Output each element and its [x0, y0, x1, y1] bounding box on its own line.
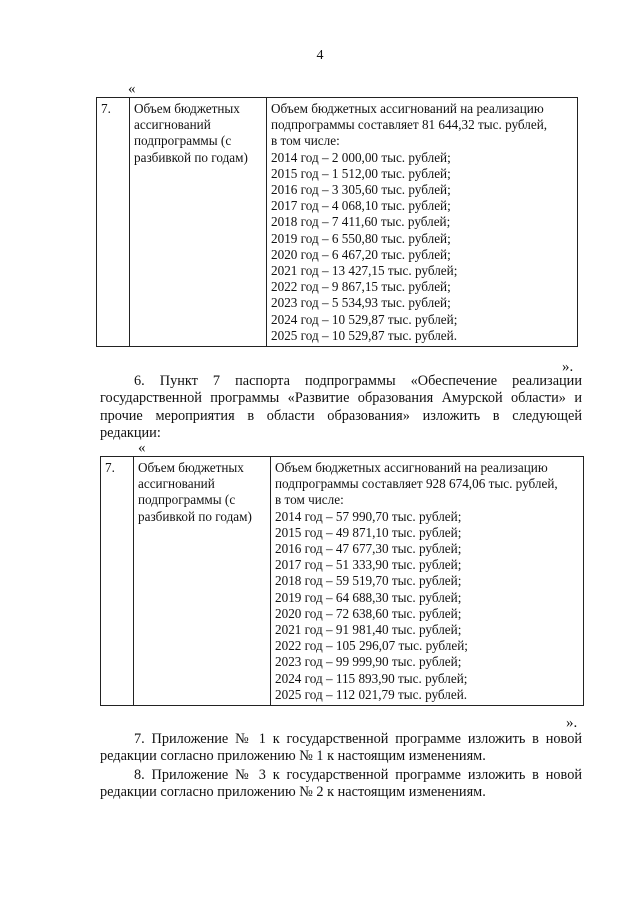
label-line: ассигнований [134, 117, 211, 133]
page-number: 4 [316, 48, 324, 63]
year-line: 2017 год – 4 068,10 тыс. рублей; [271, 198, 451, 214]
row-label-cell [130, 98, 267, 347]
year-line: 2021 год – 13 427,15 тыс. рублей; [271, 263, 458, 279]
year-line: 2015 год – 1 512,00 тыс. рублей; [271, 165, 451, 181]
year-line: 2021 год – 91 981,40 тыс. рублей; [275, 622, 462, 638]
paragraph-6: 6. Пункт 7 паспорта подпрограммы «Обеспечение реализации государственной программы «Развитие образования Амурской области» и прочие мероприятия в области образования» изложить в следующей редакции: [100, 373, 582, 442]
label-line: ассигнований [138, 476, 215, 492]
closing-quote-2: ». [566, 715, 578, 731]
funding-table-2 [100, 456, 584, 706]
label-line: разбивкой по годам) [134, 149, 248, 165]
year-line: 2023 год – 99 999,90 тыс. рублей; [275, 654, 462, 670]
row-number: 7. [101, 457, 134, 706]
table-row [101, 457, 584, 706]
year-line: 2014 год – 57 990,70 тыс. рублей; [275, 508, 462, 524]
funding-table-1 [96, 97, 578, 347]
row-value-cell [271, 457, 584, 706]
opening-quote-1: « [128, 81, 136, 97]
value-line: подпрограммы составляет 928 674,06 тыс. рублей, [275, 476, 558, 492]
year-line: 2020 год – 72 638,60 тыс. рублей; [275, 605, 462, 621]
year-line: 2017 год – 51 333,90 тыс. рублей; [275, 557, 462, 573]
year-line: 2022 год – 105 296,07 тыс. рублей; [275, 638, 468, 654]
year-line: 2019 год – 64 688,30 тыс. рублей; [275, 589, 462, 605]
closing-quote-1: ». [562, 359, 574, 375]
year-line: 2025 год – 10 529,87 тыс. рублей. [271, 327, 457, 343]
year-line: 2014 год – 2 000,00 тыс. рублей; [271, 149, 451, 165]
year-line: 2018 год – 59 519,70 тыс. рублей; [275, 573, 462, 589]
row-label-cell [134, 457, 271, 706]
value-line: Объем бюджетных ассигнований на реализацию [271, 101, 544, 116]
label-line: подпрограммы (с [134, 133, 232, 149]
label-line: подпрограммы (с [138, 492, 236, 508]
paragraph-7: 7. Приложение № 1 к государственной программе изложить в новой редакции согласно приложению № 1 к настоящим изменениям. [100, 731, 582, 765]
year-line: 2024 год – 10 529,87 тыс. рублей; [271, 311, 458, 327]
value-line: в том числе: [275, 492, 344, 508]
row-number: 7. [97, 98, 130, 347]
year-line: 2016 год – 47 677,30 тыс. рублей; [275, 541, 462, 557]
paragraph-8: 8. Приложение № 3 к государственной программе изложить в новой редакции согласно приложению № 2 к настоящим изменениям. [100, 767, 582, 801]
year-line: 2022 год – 9 867,15 тыс. рублей; [271, 279, 451, 295]
year-line: 2024 год – 115 893,90 тыс. рублей; [275, 670, 468, 686]
year-line: 2015 год – 49 871,10 тыс. рублей; [275, 524, 462, 540]
year-line: 2020 год – 6 467,20 тыс. рублей; [271, 246, 451, 262]
year-line: 2018 год – 7 411,60 тыс. рублей; [271, 214, 451, 230]
value-line: Объем бюджетных ассигнований на реализацию [275, 460, 548, 475]
year-line: 2016 год – 3 305,60 тыс. рублей; [271, 182, 451, 198]
value-line: в том числе: [271, 133, 340, 149]
year-line: 2025 год – 112 021,79 тыс. рублей. [275, 686, 468, 702]
value-line: подпрограммы составляет 81 644,32 тыс. рублей, [271, 117, 548, 133]
label-line: Объем бюджетных [138, 460, 244, 475]
label-line: разбивкой по годам) [138, 508, 252, 524]
year-line: 2023 год – 5 534,93 тыс. рублей; [271, 295, 451, 311]
row-value-cell [267, 98, 578, 347]
table-row [97, 98, 578, 347]
year-line: 2019 год – 6 550,80 тыс. рублей; [271, 230, 451, 246]
label-line: Объем бюджетных [134, 101, 240, 116]
opening-quote-2: « [138, 440, 146, 456]
